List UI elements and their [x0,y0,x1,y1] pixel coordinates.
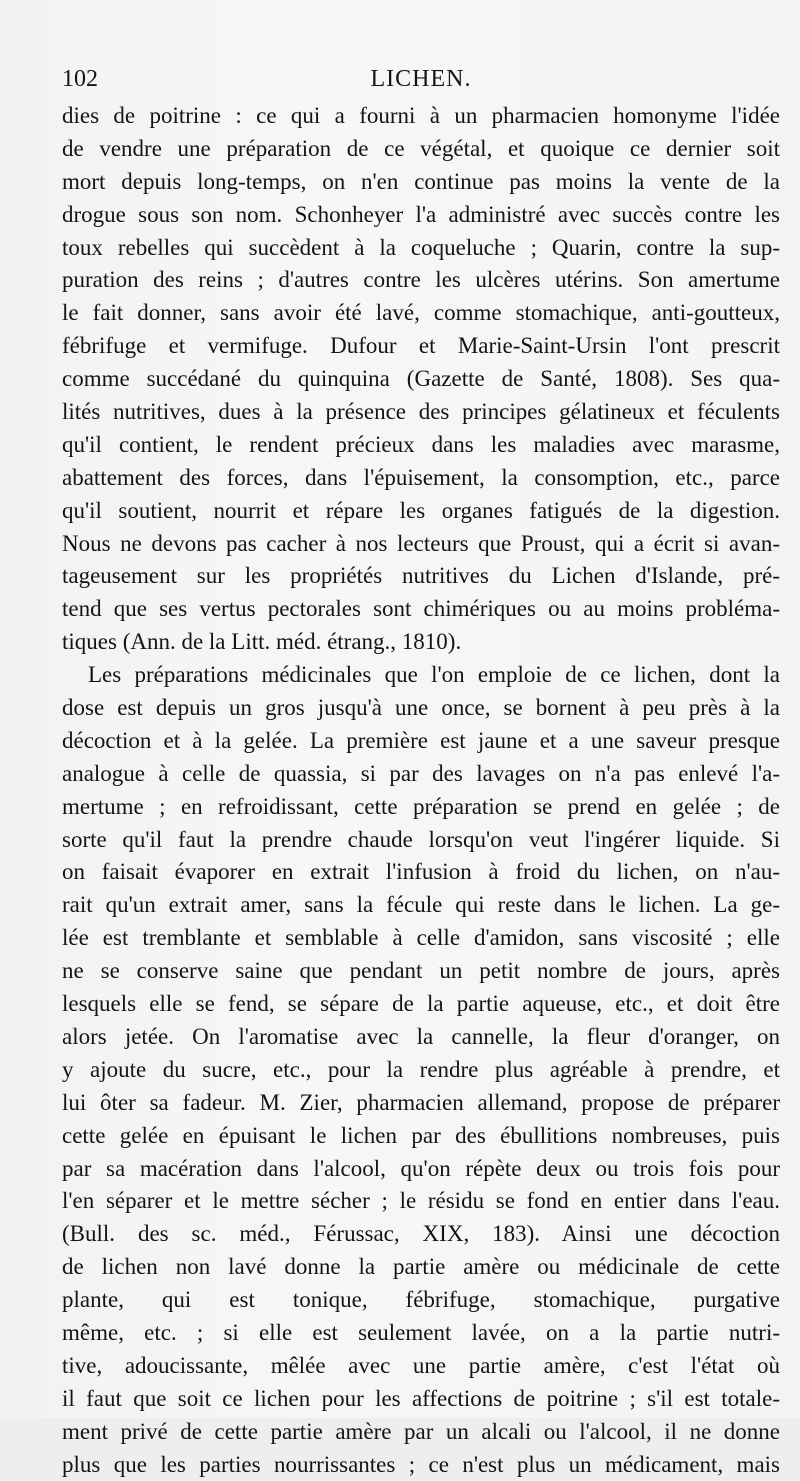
text-line: abattement des forces, dans l'épuisement, la consomption, etc., parce [62,464,780,490]
text-line: sorte qu'il faut la prendre chaude lorsqu'on veut l'ingérer liquide. Si [62,826,780,852]
text-line: tive, adoucissante, mêlée avec une partie amère, c'est l'état où [62,1352,780,1378]
text-line: tageusement sur les propriétés nutritives du Lichen d'Islande, pré- [62,563,780,589]
text-line: Nous ne devons pas cacher à nos lecteurs que Proust, qui a écrit si avan- [62,530,780,556]
text-line: même, etc. ; si elle est seulement lavée, on a la partie nutri- [62,1319,780,1345]
text-line: lui ôter sa fadeur. M. Zier, pharmacien allemand, propose de préparer [62,1089,780,1115]
page-header [62,66,780,98]
text-line: par sa macération dans l'alcool, qu'on répète deux ou trois fois pour [62,1155,780,1181]
text-line: puration des reins ; d'autres contre les ulcères utérins. Son amertume [62,267,780,293]
text-line: fébrifuge et vermifuge. Dufour et Marie-Saint-Ursin l'ont prescrit [62,333,780,359]
text-line: qu'il contient, le rendent précieux dans les maladies avec marasme, [62,431,780,457]
text-line: plante, qui est tonique, fébrifuge, stomachique, purgative [62,1287,780,1313]
text-line: tiques (Ann. de la Litt. méd. étrang., 1810). [62,629,462,655]
text-line: drogue sous son nom. Schonheyer l'a administré avec succès contre les [62,201,780,227]
text-line: tend que ses vertus pectorales sont chimériques ou au moins probléma- [62,596,780,622]
text-line: le fait donner, sans avoir été lavé, comme stomachique, anti-goutteux, [62,300,780,326]
text-line: toux rebelles qui succèdent à la coqueluche ; Quarin, contre la sup- [62,234,780,260]
text-line: lesquels elle se fend, se sépare de la partie aqueuse, etc., et doit être [62,991,780,1017]
text-line: l'en séparer et le mettre sécher ; le résidu se fond en entier dans l'eau. [62,1188,780,1214]
text-line: lités nutritives, dues à la présence des principes gélatineux et féculents [62,399,780,425]
text-line: de lichen non lavé donne la partie amère ou médicinale de cette [62,1254,780,1280]
paragraph-start-line: Les préparations médicinales que l'on emploie de ce lichen, dont la [88,662,780,688]
text-line: dies de poitrine : ce qui a fourni à un pharmacien homonyme l'idée [62,103,780,128]
text-line: mort depuis long-temps, on n'en continue pas moins la vente de la [62,168,780,194]
text-line: lée est tremblante et semblable à celle d'amidon, sans viscosité ; elle [62,925,780,951]
text-line: analogue à celle de quassia, si par des lavages on n'a pas enlevé l'a- [62,760,780,786]
text-line: dose est depuis un gros jusqu'à une once, se bornent à peu près à la [62,695,780,721]
text-line: qu'il soutient, nourrit et répare les organes fatigués de la digestion. [62,497,780,523]
text-line: ment privé de cette partie amère par un alcali ou l'alcool, il ne donne [62,1418,780,1444]
text-line: plus que les parties nourrissantes ; ce n'est plus un médicament, mais [62,1451,780,1477]
text-line: cette gelée en épuisant le lichen par des ébullitions nombreuses, puis [62,1122,780,1148]
text-line: on faisait évaporer en extrait l'infusion à froid du lichen, on n'au- [62,859,780,885]
text-line: il faut que soit ce lichen pour les affections de poitrine ; s'il est totale- [62,1385,780,1411]
running-head: LICHEN. [370,66,472,92]
text-line: décoction et à la gelée. La première est jaune et a une saveur presque [62,727,780,753]
page-number: 102 [62,66,98,92]
text-line: ne se conserve saine que pendant un petit nombre de jours, après [62,958,780,984]
text-line: comme succédané du quinquina (Gazette de Santé, 1808). Ses qua- [62,366,780,392]
text-line: rait qu'un extrait amer, sans la fécule qui reste dans le lichen. La ge- [62,892,780,918]
text-line: alors jetée. On l'aromatise avec la cannelle, la fleur d'oranger, on [62,1023,780,1049]
text-line: de vendre une préparation de ce végétal, et quoique ce dernier soit [62,135,780,161]
text-line: mertume ; en refroidissant, cette préparation se prend en gelée ; de [62,793,780,819]
body-text [62,100,780,1481]
text-line: y ajoute du sucre, etc., pour la rendre plus agréable à prendre, et [62,1056,780,1082]
text-line: (Bull. des sc. méd., Férussac, XIX, 183). Ainsi une décoction [62,1221,780,1247]
